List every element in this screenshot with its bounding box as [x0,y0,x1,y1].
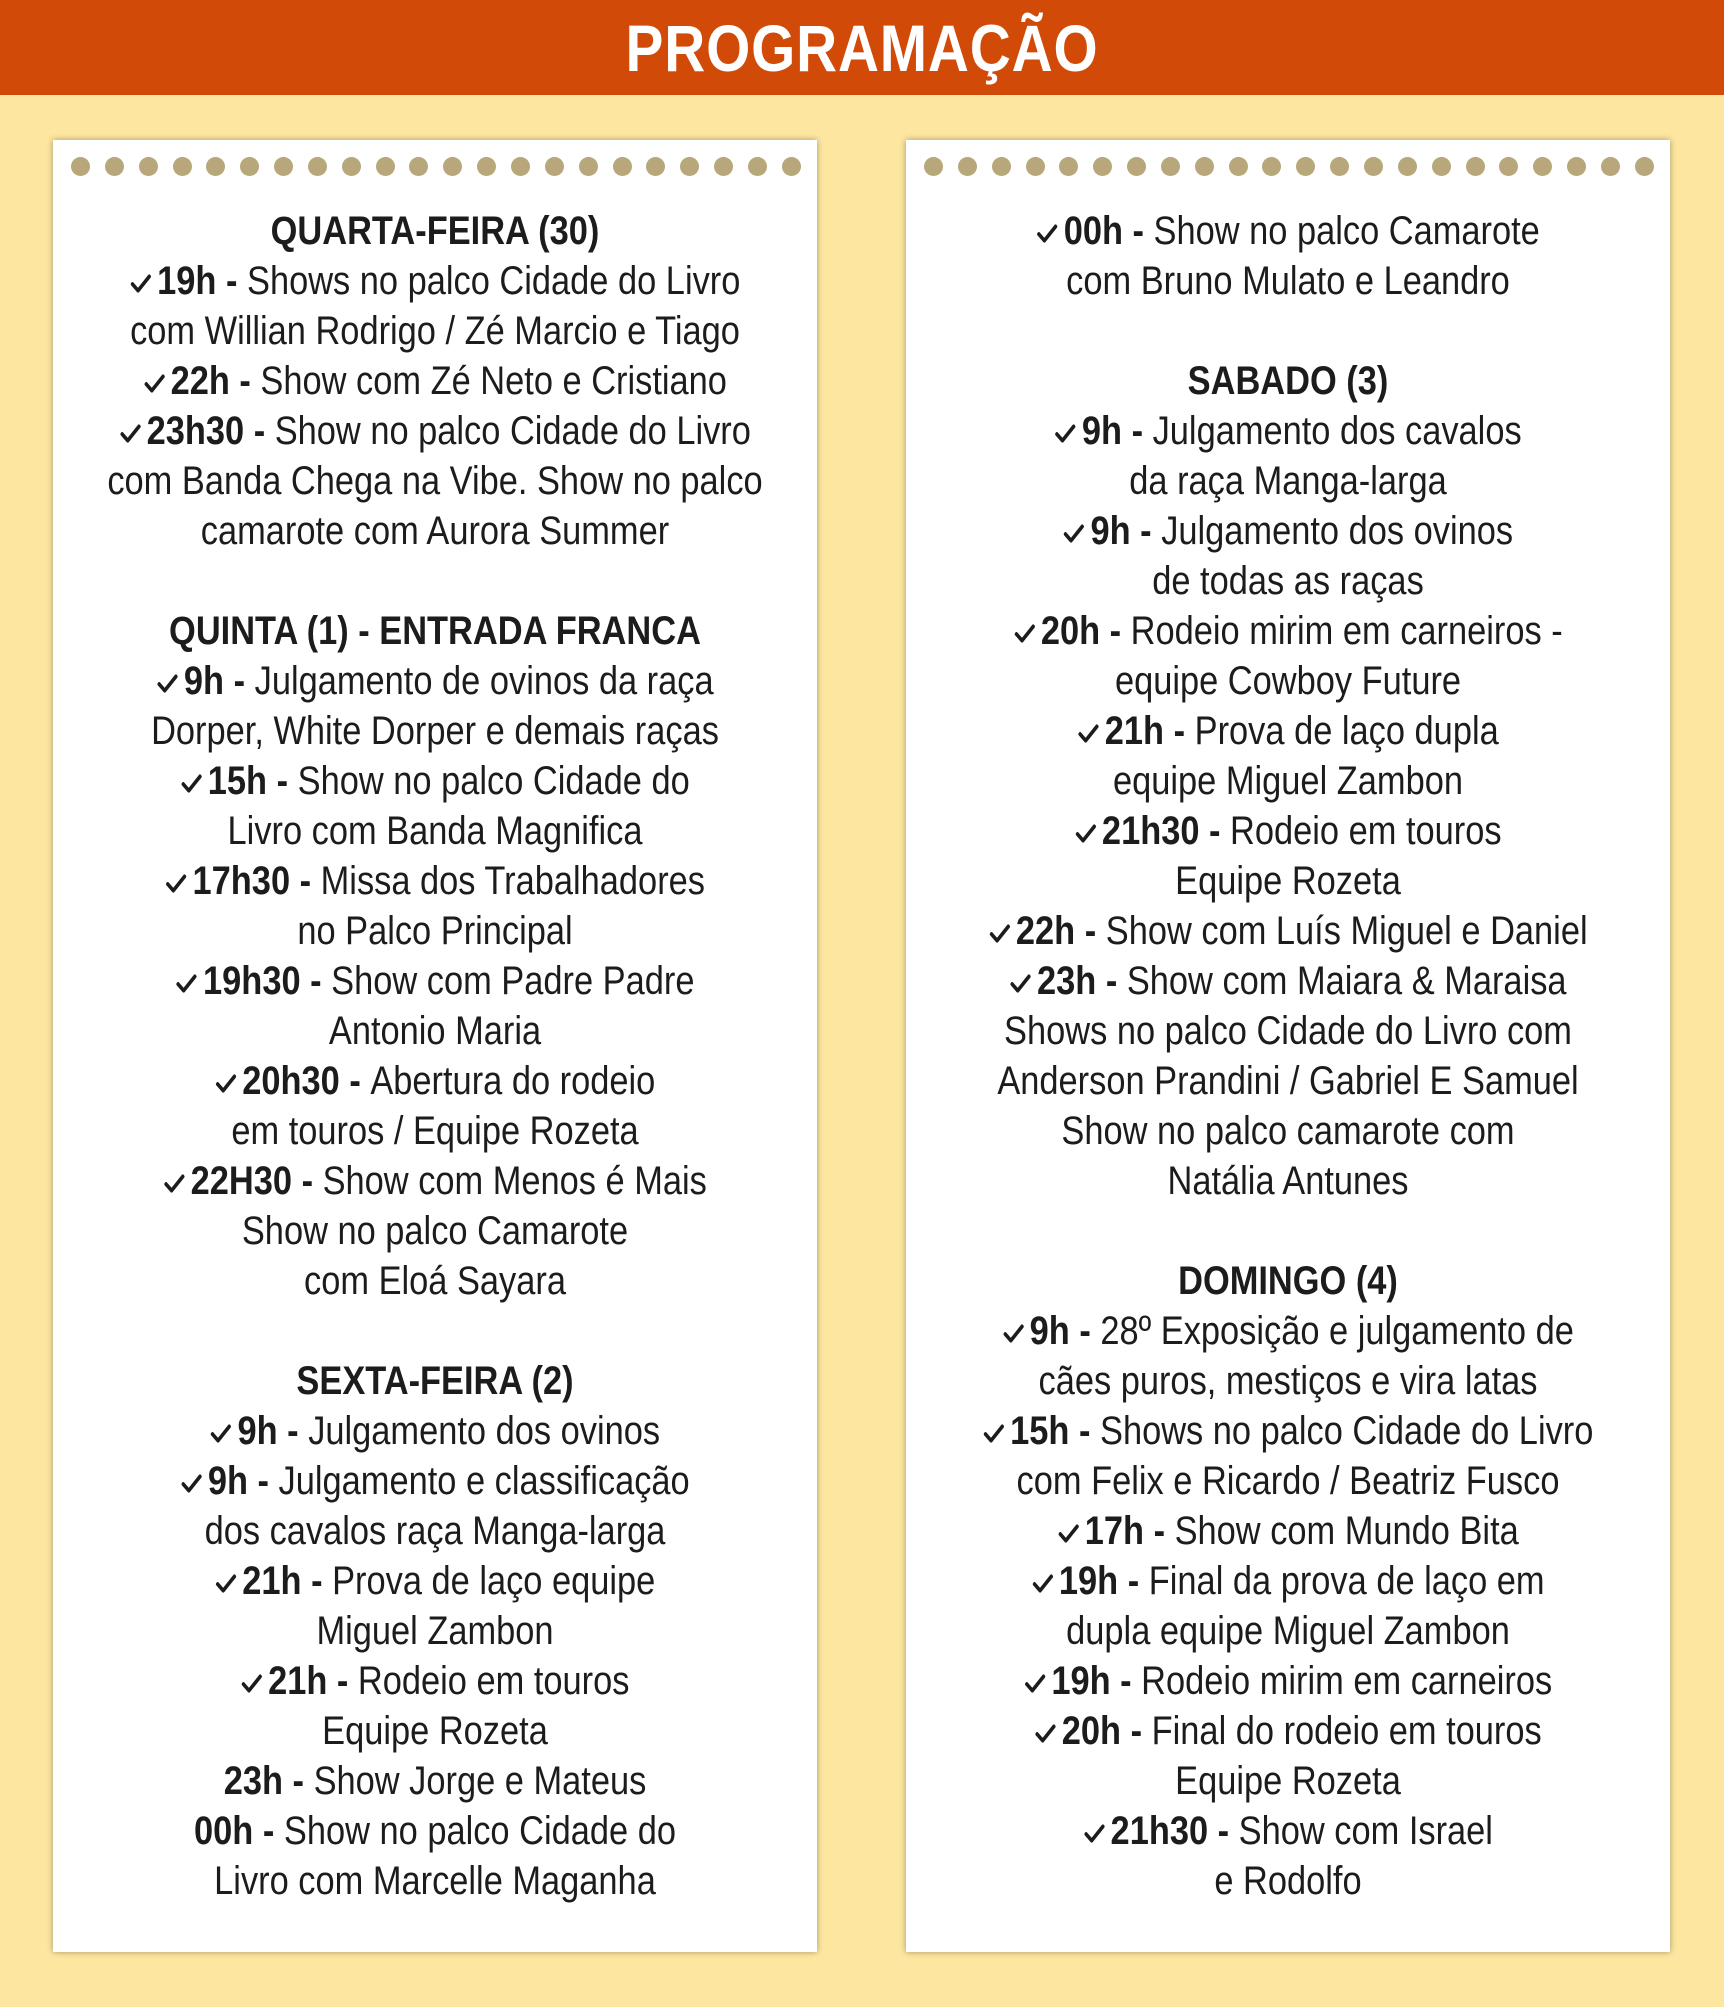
check-icon [1057,1520,1079,1546]
event-description: Show com Israel [1238,1809,1493,1853]
event-description: Julgamento dos ovinos [308,1409,661,1453]
spiral-dot [1330,157,1349,176]
spiral-dot [680,157,699,176]
time-separator: - [216,259,247,303]
event-description: Rodeio mirim em carneiros - [1130,609,1563,653]
section-spacer [53,556,817,606]
spiral-dot [1533,157,1552,176]
event-item [959,1706,1616,1756]
event-description: Final da prova de laço em [1148,1559,1545,1603]
check-icon [156,670,178,696]
event-item [959,506,1616,556]
time-separator: - [300,959,332,1003]
time-separator: - [1122,209,1154,253]
spiral-dot [274,157,293,176]
spiral-dot [1161,157,1180,176]
schedule-list-left [53,206,817,1906]
event-time: 21h30 [1110,1809,1209,1853]
time-separator: - [1118,1559,1149,1603]
event-continuation: dupla equipe Miguel Zambon [1066,1609,1510,1653]
spiral-dot [240,157,259,176]
event-description: Rodeio em touros [357,1659,630,1703]
event-item [106,956,763,1006]
event-item [959,956,1616,1006]
spiral-dot [714,157,733,176]
event-description: Missa dos Trabalhadores [320,859,705,903]
spiral-dot [1296,157,1315,176]
event-item [959,1556,1616,1606]
event-continuation: dos cavalos raça Manga-larga [204,1509,666,1553]
section-spacer [906,1206,1670,1256]
check-icon [1002,1320,1024,1346]
event-time: 9h [207,1459,248,1503]
spiral-dot [206,157,225,176]
event-time: 19h [1058,1559,1119,1603]
event-time: 20h30 [242,1059,340,1103]
event-time: 21h [268,1659,328,1703]
time-separator: - [253,1809,284,1853]
event-time: 17h30 [192,859,291,903]
spiral-dot [139,157,158,176]
section-spacer [53,1306,817,1356]
event-description: 28º Exposição e julgamento de [1100,1309,1574,1353]
spiral-dot [1229,157,1248,176]
spiral-dot [173,157,192,176]
event-continuation: com Willian Rodrigo / Zé Marcio e Tiago [130,309,740,353]
spiral-dot [1026,157,1045,176]
time-separator: - [1208,1809,1239,1853]
spiral-dot [1635,157,1654,176]
spiral-dot [1466,157,1485,176]
event-item [959,906,1616,956]
event-description: Julgamento dos cavalos [1152,409,1522,453]
event-time: 9h [1090,509,1131,553]
spiral-dot [409,157,428,176]
event-description: Show no palco Cidade do [283,1809,676,1853]
event-continuation: em touros / Equipe Rozeta [231,1109,639,1153]
check-icon [119,420,141,446]
schedule-card-right [906,140,1670,1952]
event-continuation: Show no palco Camarote [241,1209,629,1253]
time-separator: - [247,1459,279,1503]
check-icon [210,1420,232,1446]
spiral-dot [613,157,632,176]
event-continuation: Equipe Rozeta [322,1709,548,1753]
event-continuation: Natália Antunes [1167,1159,1409,1203]
spiral-dot [1601,157,1620,176]
event-time: 23h [1036,959,1097,1003]
check-icon [143,370,165,396]
time-separator: - [301,1559,333,1603]
event-continuation: Livro com Marcelle Maganha [214,1859,656,1903]
time-separator: - [292,1159,323,1203]
event-time: 20h [1061,1709,1122,1753]
day-heading: SABADO (3) [1187,359,1389,403]
event-description: Show com Mundo Bita [1174,1509,1519,1553]
spiral-dots [924,155,1654,177]
check-icon [1024,1670,1046,1696]
event-continuation: Miguel Zambon [316,1609,554,1653]
event-description: Shows no palco Cidade do Livro [246,259,741,303]
spiral-dot [1567,157,1586,176]
spiral-dot [1398,157,1417,176]
event-description: Julgamento de ovinos da raça [254,659,714,703]
spiral-dot [1195,157,1214,176]
time-separator: - [290,859,321,903]
event-item [959,1506,1616,1556]
check-icon [1036,220,1058,246]
time-separator: - [244,409,275,453]
event-continuation: Show no palco camarote com [1061,1109,1515,1153]
event-continuation: Equipe Rozeta [1175,1759,1401,1803]
spiral-dot [646,157,665,176]
event-time: 00h [1063,209,1123,253]
event-item [959,806,1616,856]
event-time: 22h [170,359,230,403]
check-icon [988,920,1010,946]
event-continuation: com Banda Chega na Vibe. Show no palco [107,459,763,503]
spiral-dot [342,157,361,176]
check-icon [1077,720,1099,746]
spiral-dot [308,157,327,176]
event-description: Julgamento e classificação [278,1459,690,1503]
check-icon [241,1670,263,1696]
check-icon [176,970,198,996]
event-description: Show com Maiara & Maraisa [1126,959,1567,1003]
event-time: 22h [1015,909,1076,953]
event-description: Rodeio em touros [1230,809,1502,853]
event-item [106,1056,763,1106]
check-icon [215,1570,237,1596]
spiral-dot [1127,157,1146,176]
event-description: Show com Luís Miguel e Daniel [1105,909,1588,953]
event-time: 9h [1029,1309,1070,1353]
check-icon [1009,970,1031,996]
page-title: PROGRAMAÇÃO [625,10,1099,85]
check-icon [1031,1570,1053,1596]
event-item [106,1806,763,1856]
time-separator: - [224,659,255,703]
check-icon [180,1470,202,1496]
time-separator: - [1069,1409,1100,1453]
event-time: 17h [1084,1509,1145,1553]
event-item [106,1456,763,1506]
spiral-dot [1059,157,1078,176]
day-heading: QUINTA (1) - ENTRADA FRANCA [169,609,701,653]
spiral-dot [376,157,395,176]
event-time: 9h [237,1409,278,1453]
spiral-dot [477,157,496,176]
time-separator: - [1069,1309,1101,1353]
time-separator: - [1164,709,1195,753]
schedule-card-left [53,140,817,1952]
event-continuation: Anderson Prandini / Gabriel E Samuel [997,1059,1579,1103]
time-separator: - [282,1759,314,1803]
event-item [106,406,763,456]
day-heading: DOMINGO (4) [1178,1259,1398,1303]
event-time: 21h [1104,709,1165,753]
spiral-dot [579,157,598,176]
spiral-dot [511,157,530,176]
event-description: Show com Menos é Mais [322,1159,707,1203]
check-icon [1074,820,1096,846]
event-continuation: Shows no palco Cidade do Livro com [1004,1009,1572,1053]
event-continuation: cães puros, mestiços e vira latas [1038,1359,1538,1403]
time-separator: - [1096,959,1127,1003]
event-time: 22H30 [190,1159,293,1203]
event-description: Abertura do rodeio [370,1059,656,1103]
event-description: Show Jorge e Mateus [313,1759,647,1803]
spiral-dot [545,157,564,176]
event-description: Show no palco Camarote [1153,209,1540,253]
spiral-dot [782,157,801,176]
spiral-dot [1262,157,1281,176]
check-icon [163,1170,185,1196]
spiral-dot [1093,157,1112,176]
event-continuation: com Felix e Ricardo / Beatriz Fusco [1016,1459,1560,1503]
time-separator: - [1075,909,1106,953]
event-time: 00h [194,1809,254,1853]
event-continuation: equipe Cowboy Future [1114,659,1462,703]
event-item [959,1656,1616,1706]
time-separator: - [229,359,261,403]
event-item [106,1656,763,1706]
day-heading: SEXTA-FEIRA (2) [296,1359,574,1403]
event-description: Final do rodeio em touros [1151,1709,1542,1753]
event-item [959,706,1616,756]
event-continuation: e Rodolfo [1214,1859,1362,1903]
check-icon [1054,420,1076,446]
time-separator: - [1130,509,1162,553]
event-item [959,1406,1616,1456]
event-continuation: Antonio Maria [328,1009,542,1053]
check-icon [1034,1720,1056,1746]
check-icon [1013,620,1035,646]
event-time: 19h30 [203,959,301,1003]
event-continuation: equipe Miguel Zambon [1113,759,1463,803]
event-time: 20h [1040,609,1101,653]
spiral-dot [748,157,767,176]
time-separator: - [1100,609,1131,653]
event-item [959,1806,1616,1856]
schedule-list-right [906,206,1670,1906]
spiral-dot [105,157,124,176]
header-banner [0,0,1724,95]
event-description: Show com Zé Neto e Cristiano [260,359,727,403]
spiral-dot [1499,157,1518,176]
event-item [106,1756,763,1806]
event-description: Julgamento dos ovinos [1161,509,1514,553]
time-separator: - [1121,1709,1152,1753]
event-description: Rodeio mirim em carneiros [1141,1659,1553,1703]
time-separator: - [1122,409,1153,453]
section-spacer [906,306,1670,356]
event-time: 9h [1081,409,1123,453]
event-description: Show com Padre Padre [331,959,695,1003]
spiral-dot [924,157,943,176]
event-description: Prova de laço equipe [332,1559,656,1603]
event-item [959,406,1616,456]
time-separator: - [277,1409,309,1453]
event-continuation: da raça Manga-larga [1129,459,1447,503]
event-time: 19h [157,259,217,303]
check-icon [130,270,152,296]
event-item [106,856,763,906]
time-separator: - [1110,1659,1142,1703]
event-item [106,256,763,306]
event-item [959,606,1616,656]
event-description: Prova de laço dupla [1194,709,1499,753]
event-time: 23h30 [146,409,245,453]
event-time: 23h [223,1759,283,1803]
event-item [959,1306,1616,1356]
day-heading: QUARTA-FEIRA (30) [270,209,600,253]
event-continuation: camarote com Aurora Summer [200,509,670,553]
spiral-dot [1364,157,1383,176]
time-separator: - [1199,809,1231,853]
time-separator: - [267,759,298,803]
event-item [106,356,763,406]
event-item [106,656,763,706]
check-icon [180,770,202,796]
event-item [106,1406,763,1456]
spiral-dot [443,157,462,176]
check-icon [215,1070,237,1096]
event-continuation: Equipe Rozeta [1175,859,1401,903]
event-item [959,206,1616,256]
time-separator: - [327,1659,358,1703]
event-description: Show no palco Cidade do [297,759,690,803]
event-time: 19h [1051,1659,1111,1703]
check-icon [165,870,187,896]
event-continuation: com Eloá Sayara [304,1259,566,1303]
event-time: 9h [183,659,225,703]
spiral-dot [992,157,1011,176]
event-item [106,756,763,806]
event-time: 15h [207,759,268,803]
spiral-dot [958,157,977,176]
time-separator: - [1144,1509,1175,1553]
event-continuation: de todas as raças [1152,559,1424,603]
event-continuation: com Bruno Mulato e Leandro [1066,259,1510,303]
event-description: Shows no palco Cidade do Livro [1099,1409,1594,1453]
check-icon [983,1420,1005,1446]
spiral-dot [1432,157,1451,176]
spiral-dots [71,155,801,177]
time-separator: - [339,1059,371,1103]
event-continuation: no Palco Principal [297,909,573,953]
check-icon [1063,520,1085,546]
event-continuation: Livro com Banda Magnifica [227,809,643,853]
event-time: 21h [242,1559,302,1603]
spiral-dot [71,157,90,176]
check-icon [1083,1820,1105,1846]
event-description: Show no palco Cidade do Livro [274,409,751,453]
event-continuation: Dorper, White Dorper e demais raças [151,709,719,753]
event-item [106,1556,763,1606]
event-time: 15h [1010,1409,1070,1453]
event-time: 21h30 [1101,809,1200,853]
event-item [106,1156,763,1206]
